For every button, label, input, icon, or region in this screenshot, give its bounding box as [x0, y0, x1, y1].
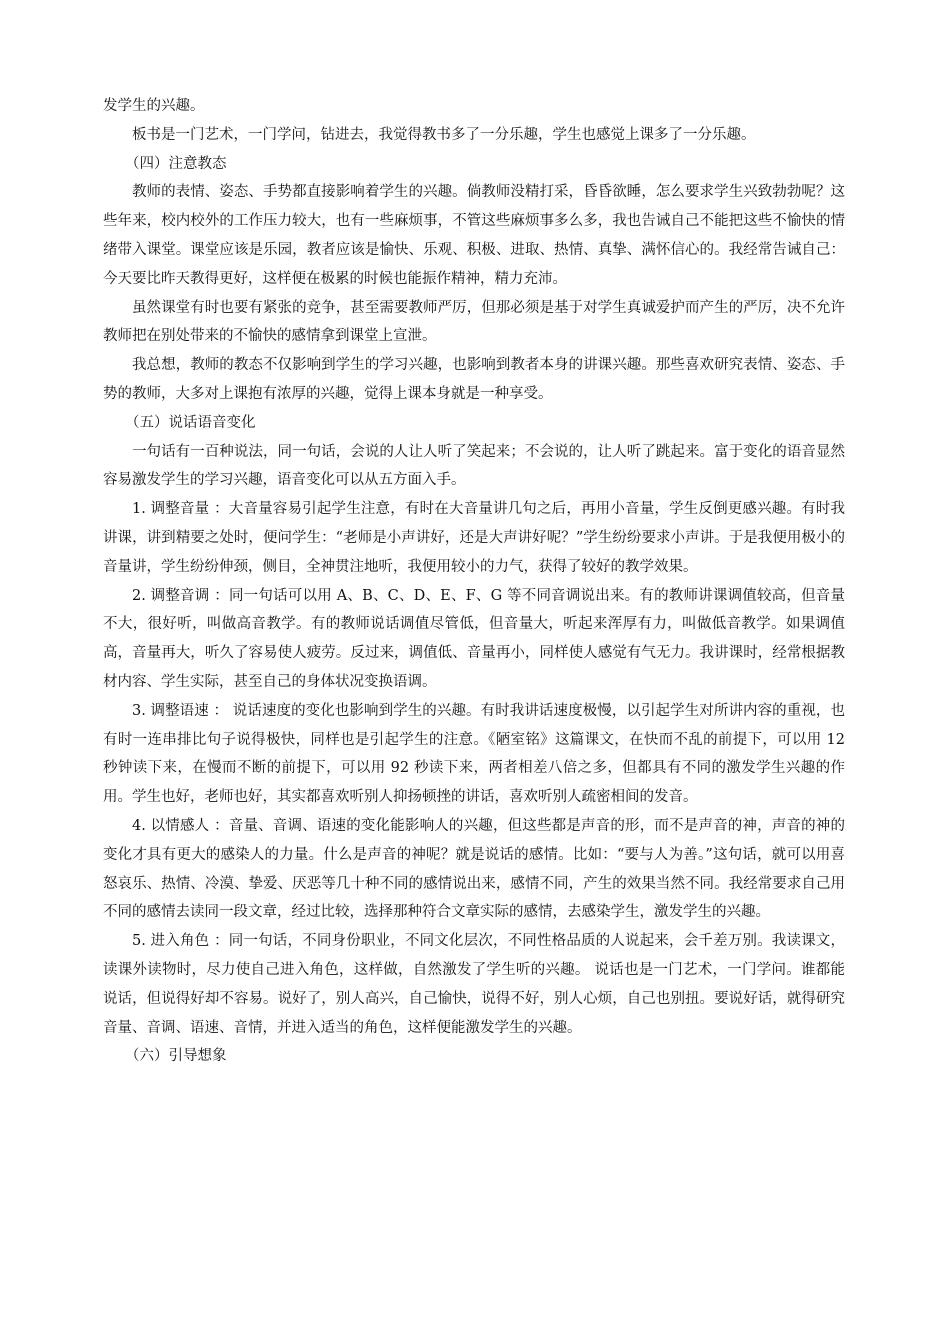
- paragraph-demeanor-3: 我总想，教师的教态不仅影响到学生的学习兴趣，也影响到教者本身的讲课兴趣。那些喜欢研究表情、姿态、手势的教师，大多对上课抱有浓厚的兴趣，觉得上课本身就是一种享受。: [103, 357, 845, 402]
- paragraph-blackboard: 板书是一门艺术，一门学问，钻进去，我觉得教书多了一分乐趣，学生也感觉上课多了一分乐趣。: [132, 126, 756, 143]
- paragraph-demeanor-2: 虽然课堂有时也要有紧张的竞争，甚至需要教师严厉，但那必须是基于对学生真诚爱护而产生的严厉，决不允许教师把在别处带来的不愉快的感情拿到课堂上宣泄。: [103, 299, 845, 345]
- section-heading-4: （四）注意教态: [125, 155, 227, 172]
- paragraph-pitch: 2. 调整音调 ：同一句话可以用 A、B、C、D、E、F、G 等不同音调说出来。有的教师讲课调值较高，但音量不大，很好听，叫做高音教学。有的教师说话调值尽管低，但音量大，听起来浑厚有力，叫做低音教学。如果调值高，音量再大，听久了容易使人疲劳。反过来，调值低、音量再小，同样使人感觉有气无力。我讲课时，经常根据教材内容、学生实际，甚至自己的身体状况变换语调。: [103, 587, 845, 690]
- paragraph-demeanor-1: 教师的表情、姿态、手势都直接影响着学生的兴趣。倘教师没精打采，昏昏欲睡，怎么要求学生兴致勃勃呢？这些年来，校内校外的工作压力较大，也有一些麻烦事，不管这些麻烦事多么多，我也告诫自己不能把这些不愉快的情绪带入课堂。课堂应该是乐园，教者应该是愉快、乐观、积极、进取、热情、真挚、满怀信心的。我经常告诫自己：今天要比昨天教得更好，这样便在极累的时候也能振作精神，精力充沛。: [103, 184, 845, 287]
- paragraph-continuation: 发学生的兴趣。: [103, 98, 205, 114]
- document-page: [103, 92, 845, 1071]
- paragraph-volume: 1. 调整音量 ：大音量容易引起学生注意，有时在大音量讲几句之后，再用小音量，学生反倒更感兴趣。有时我讲课，讲到精要之处时，便问学生：“老师是小声讲好，还是大声讲好呢？”学生纷纷要求小声讲。于是我便用极小的音量讲，学生纷纷伸颈，侧目，全神贯注地听，我便用较小的力气，获得了较好的教学效果。: [103, 501, 845, 575]
- paragraph-emotion: 4. 以情感人 ：音量、音调、语速的变化能影响人的兴趣，但这些都是声音的形，而不是声音的神，声音的神的变化才具有更大的感染人的力量。什么是声音的神呢？就是说话的感情。比如：“要与人为善。”这句话，就可以用喜怒哀乐、热情、冷漠、挚爱、厌恶等几十种不同的感情说出来，感情不同，产生的效果当然不同。我经常要求自己用不同的感情去读同一段文章，经过比较，选择那种符合文章实际的感情，去感染学生，激发学生的兴趣。: [103, 817, 845, 921]
- paragraph-speed: 3. 调整语速 ： 说话速度的变化也影响到学生的兴趣。有时我讲话速度极慢，以引起学生对所讲内容的重视，也有时一连串排比句子说得极快，同样也是引起学生的注意。《陋室铭》这篇课文，在快而不乱的前提下，可以用 12 秒钟读下来，在慢而不断的前提下，可以用 92 秒读下来，两者相差八倍之多，但都具有不同的激发学生兴趣的作用。学生也好，老师也好，其实都喜欢听别人抑扬顿挫的讲话，喜欢听别人疏密相间的发音。: [103, 702, 845, 806]
- paragraph-voice-intro: 一句话有一百种说法，同一句话，会说的人让人听了笑起来；不会说的，让人听了跳起来。富于变化的语音显然容易激发学生的学习兴趣，语音变化可以从五方面入手。: [103, 443, 845, 489]
- section-heading-5: （五）说话语音变化: [125, 414, 256, 431]
- section-heading-6: （六）引导想象: [125, 1048, 227, 1065]
- paragraph-role: 5. 进入角色 ：同一句话，不同身份职业，不同文化层次，不同性格品质的人说起来，会千差万别。我读课文，读课外读物时，尽力使自己进入角色，这样做，自然激发了学生听的兴趣。 说话也是一门艺术，一门学问。谁都能说话，但说得好却不容易。说好了，别人高兴，自己愉快，说得不好，别人心烦，自己也别扭。要说好话，就得研究音量、音调、语速、音情，并进入适当的角色，这样便能激发学生的兴趣。: [103, 933, 845, 1036]
